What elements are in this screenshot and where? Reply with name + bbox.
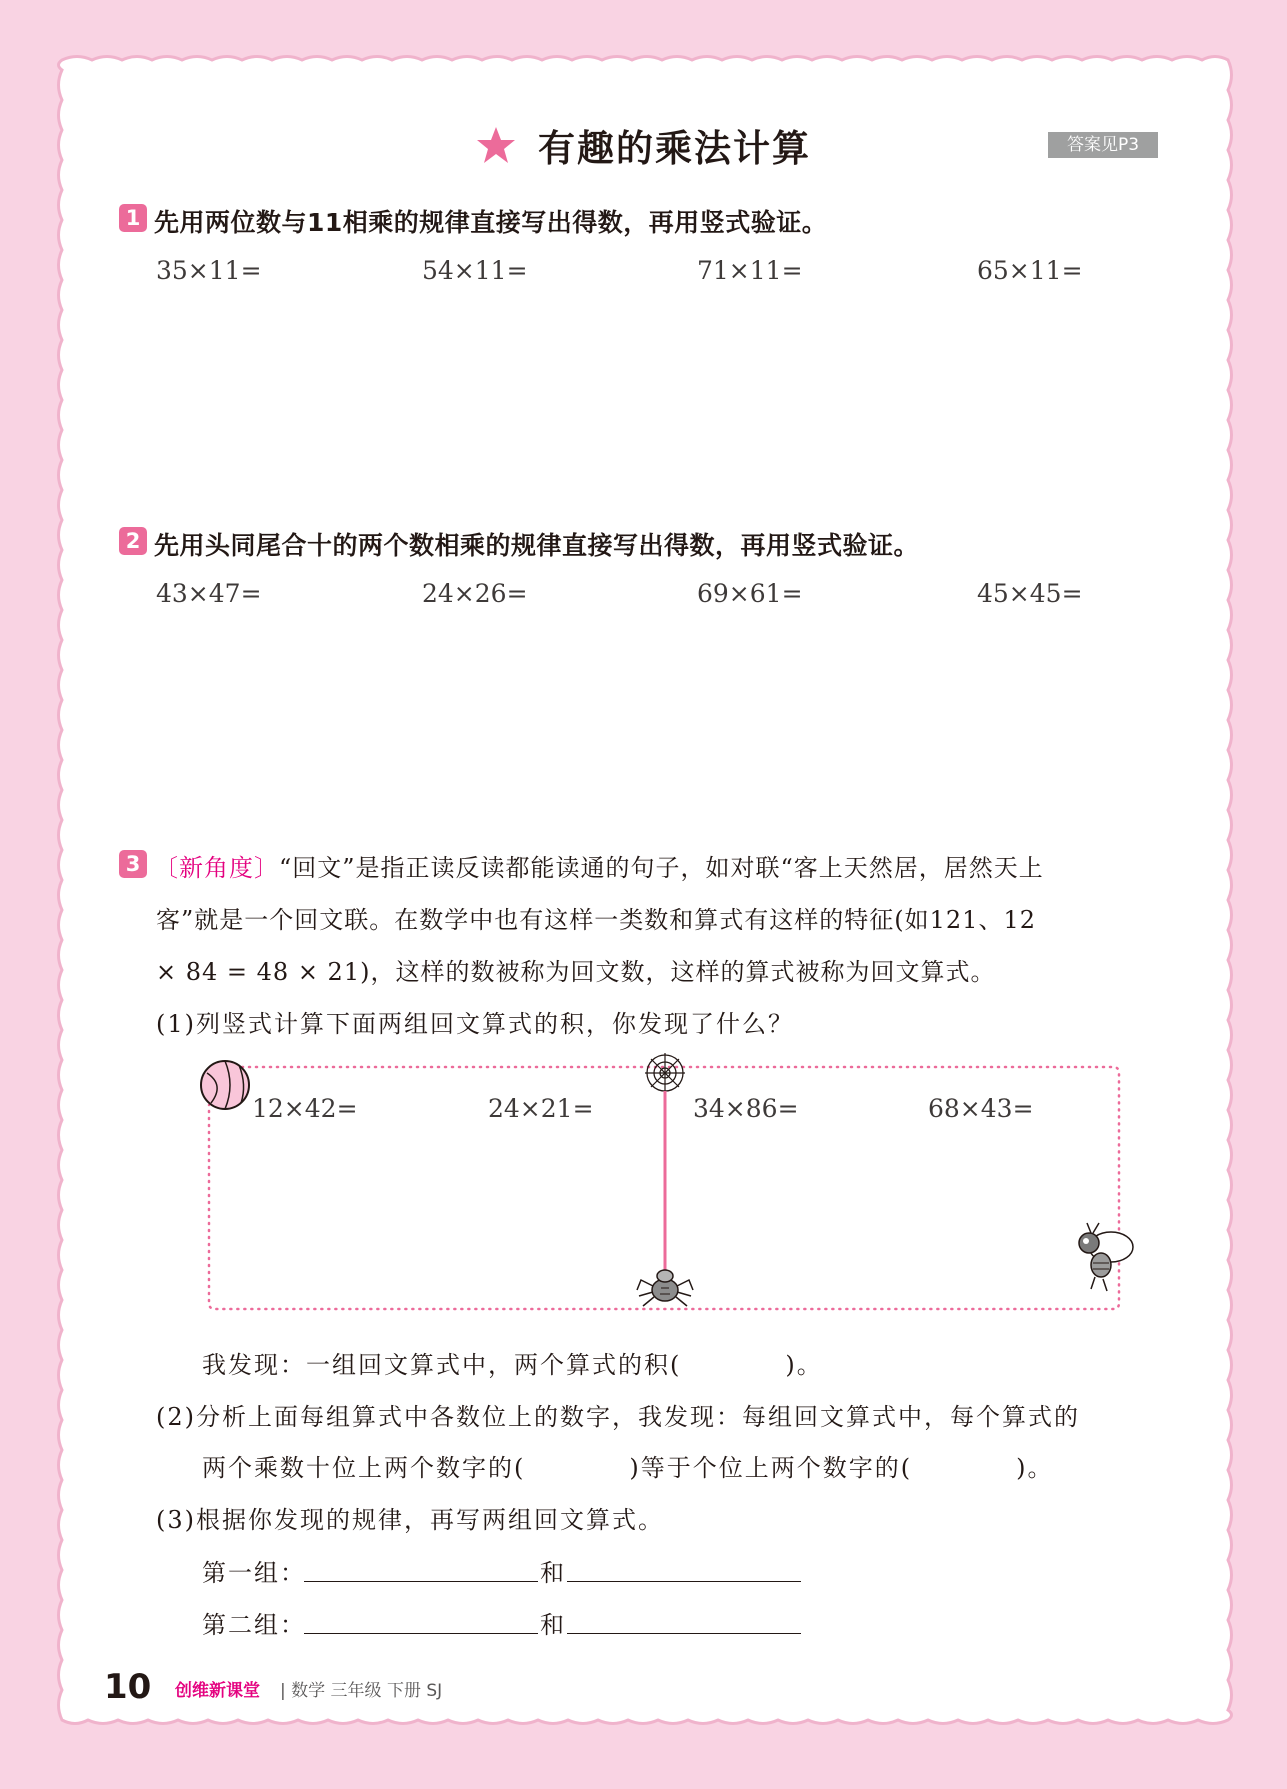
card-equation-3: 34×86= bbox=[693, 1094, 799, 1123]
card-equation-1: 12×42= bbox=[252, 1094, 358, 1123]
question-3-part-2-line-1: (2)分析上面每组算式中各数位上的数字，我发现：每组回文算式中，每个算式的 bbox=[156, 1403, 1080, 1431]
group-1-answer-line-b[interactable] bbox=[567, 1553, 801, 1582]
question-1-instruction: 先用两位数与11相乘的规律直接写出得数，再用竖式验证。 bbox=[154, 208, 828, 237]
group-2-answer-line-b[interactable] bbox=[567, 1605, 801, 1634]
group-2-answer-line-a[interactable] bbox=[304, 1605, 538, 1634]
answer-reference-tag: 答案见P3 bbox=[1048, 132, 1158, 158]
group-1-answer-line-a[interactable] bbox=[304, 1553, 538, 1582]
card-equation-4: 68×43= bbox=[928, 1094, 1034, 1123]
title-text: 有趣的乘法计算 bbox=[538, 127, 811, 170]
question-number-1: 1 bbox=[119, 204, 147, 232]
q1-equation-1: 35×11= bbox=[156, 256, 262, 285]
question-number-3: 3 bbox=[119, 850, 147, 878]
question-3-part-3: (3)根据你发现的规律，再写两组回文算式。 bbox=[156, 1506, 664, 1534]
question-3-part-2-line-2: 两个乘数十位上两个数字的( )等于个位上两个数字的( )。 bbox=[202, 1454, 1054, 1482]
question-3-intro-line-3: × 84 = 48 × 21)，这样的数被称为回文数，这样的算式被称为回文算式。 bbox=[156, 958, 996, 986]
q2-equation-4: 45×45= bbox=[977, 579, 1083, 608]
new-angle-tag: 〔新角度〕 bbox=[154, 854, 279, 882]
group-1-label: 第一组： bbox=[202, 1559, 306, 1587]
group-2-label: 第二组： bbox=[202, 1611, 306, 1639]
group-1-and-label: 和 bbox=[540, 1559, 566, 1587]
page-number: 10 bbox=[104, 1667, 152, 1707]
q2-equation-2: 24×26= bbox=[422, 579, 528, 608]
question-3-intro-line-2: 客”就是一个回文联。在数学中也有这样一类数和算式有这样的特征(如121、12 bbox=[156, 906, 1036, 934]
ant-icon bbox=[1079, 1223, 1133, 1291]
question-3-part-1: (1)列竖式计算下面两组回文算式的积，你发现了什么？ bbox=[156, 1010, 794, 1038]
question-3-intro-line-1 bbox=[154, 848, 1044, 883]
intro-text-1: “回文”是指正读反读都能读通的句子，如对联“客上天然居，居然天上 bbox=[279, 854, 1044, 882]
star-icon bbox=[476, 126, 516, 164]
q2-equation-3: 69×61= bbox=[697, 579, 803, 608]
ball-icon bbox=[201, 1061, 249, 1109]
spider-web-icon bbox=[645, 1053, 685, 1093]
q1-equation-3: 71×11= bbox=[697, 256, 803, 285]
group-2-and-label: 和 bbox=[540, 1611, 566, 1639]
calculation-card bbox=[195, 1045, 1135, 1330]
q1-equation-4: 65×11= bbox=[977, 256, 1083, 285]
card-equation-2: 24×21= bbox=[488, 1094, 594, 1123]
q2-equation-1: 43×47= bbox=[156, 579, 262, 608]
finding-1: 我发现：一组回文算式中，两个算式的积( )。 bbox=[202, 1351, 823, 1379]
question-2-instruction: 先用头同尾合十的两个数相乘的规律直接写出得数，再用竖式验证。 bbox=[154, 531, 920, 560]
footer-brand: 创维新课堂 bbox=[175, 1681, 260, 1701]
spider-icon bbox=[637, 1270, 693, 1306]
q1-equation-2: 54×11= bbox=[422, 256, 528, 285]
question-number-2: 2 bbox=[119, 527, 147, 555]
footer-info: | 数学 三年级 下册 SJ bbox=[280, 1681, 443, 1701]
